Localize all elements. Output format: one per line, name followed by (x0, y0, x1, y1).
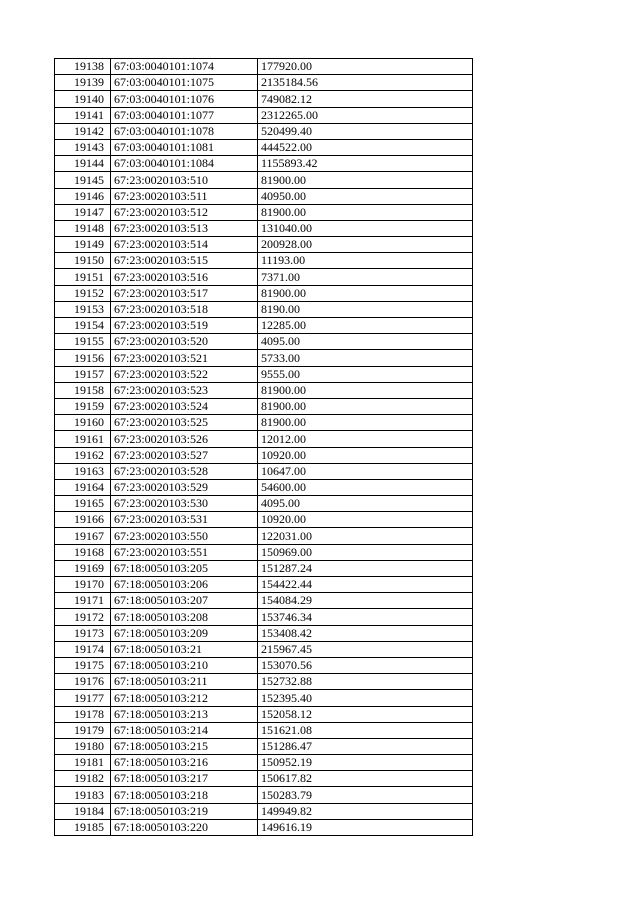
cadastral-value-cell: 10920.00 (258, 512, 473, 528)
cadastral-number-cell: 67:18:0050103:205 (111, 560, 258, 576)
cadastral-number-cell: 67:23:0020103:514 (111, 237, 258, 253)
table-row (55, 447, 473, 463)
table-row (55, 593, 473, 609)
cadastral-value-cell: 153408.42 (258, 625, 473, 641)
cadastral-value-cell: 215967.45 (258, 641, 473, 657)
row-number-cell: 19158 (55, 382, 111, 398)
cadastral-value-cell: 131040.00 (258, 220, 473, 236)
cadastral-value-cell: 7371.00 (258, 269, 473, 285)
table-row (55, 301, 473, 317)
row-number-cell: 19152 (55, 285, 111, 301)
cadastral-number-cell: 67:03:0040101:1081 (111, 139, 258, 155)
row-number-cell: 19151 (55, 269, 111, 285)
row-number-cell: 19182 (55, 771, 111, 787)
table-row (55, 496, 473, 512)
table-row (55, 269, 473, 285)
cadastral-value-cell: 10647.00 (258, 463, 473, 479)
table-row (55, 690, 473, 706)
table-row (55, 722, 473, 738)
cadastral-number-cell: 67:23:0020103:550 (111, 528, 258, 544)
row-number-cell: 19185 (55, 819, 111, 835)
cadastral-value-cell: 151287.24 (258, 560, 473, 576)
row-number-cell: 19164 (55, 479, 111, 495)
table-row (55, 350, 473, 366)
cadastral-value-cell: 1155893.42 (258, 156, 473, 172)
cadastral-number-cell: 67:18:0050103:206 (111, 577, 258, 593)
table-row (55, 674, 473, 690)
cadastral-number-cell: 67:18:0050103:218 (111, 787, 258, 803)
row-number-cell: 19149 (55, 237, 111, 253)
row-number-cell: 19156 (55, 350, 111, 366)
cadastral-value-cell: 154422.44 (258, 577, 473, 593)
table-row (55, 544, 473, 560)
row-number-cell: 19150 (55, 253, 111, 269)
table-row (55, 156, 473, 172)
row-number-cell: 19139 (55, 75, 111, 91)
table-row (55, 431, 473, 447)
cadastral-value-cell: 10920.00 (258, 447, 473, 463)
cadastral-value-cell: 81900.00 (258, 382, 473, 398)
cadastral-value-cell: 12012.00 (258, 431, 473, 447)
cadastral-number-cell: 67:23:0020103:528 (111, 463, 258, 479)
cadastral-value-cell: 2312265.00 (258, 107, 473, 123)
cadastral-value-cell: 122031.00 (258, 528, 473, 544)
cadastral-value-cell: 150969.00 (258, 544, 473, 560)
table-row (55, 172, 473, 188)
cadastral-value-cell: 149616.19 (258, 819, 473, 835)
row-number-cell: 19178 (55, 706, 111, 722)
cadastral-number-cell: 67:23:0020103:517 (111, 285, 258, 301)
table-row (55, 188, 473, 204)
cadastral-number-cell: 67:23:0020103:529 (111, 479, 258, 495)
table-row (55, 463, 473, 479)
row-number-cell: 19145 (55, 172, 111, 188)
cadastral-number-cell: 67:23:0020103:531 (111, 512, 258, 528)
row-number-cell: 19144 (55, 156, 111, 172)
table-row (55, 738, 473, 754)
table-row (55, 139, 473, 155)
cadastral-number-cell: 67:03:0040101:1077 (111, 107, 258, 123)
row-number-cell: 19175 (55, 657, 111, 673)
row-number-cell: 19183 (55, 787, 111, 803)
row-number-cell: 19169 (55, 560, 111, 576)
table-row (55, 334, 473, 350)
cadastral-number-cell: 67:23:0020103:527 (111, 447, 258, 463)
cadastral-value-cell: 81900.00 (258, 172, 473, 188)
cadastral-number-cell: 67:18:0050103:214 (111, 722, 258, 738)
row-number-cell: 19162 (55, 447, 111, 463)
cadastral-number-cell: 67:03:0040101:1084 (111, 156, 258, 172)
table-row (55, 415, 473, 431)
table-row (55, 59, 473, 75)
row-number-cell: 19153 (55, 301, 111, 317)
cadastral-number-cell: 67:23:0020103:515 (111, 253, 258, 269)
cadastral-value-cell: 520499.40 (258, 123, 473, 139)
cadastral-number-cell: 67:18:0050103:212 (111, 690, 258, 706)
table-row (55, 706, 473, 722)
cadastral-number-cell: 67:18:0050103:213 (111, 706, 258, 722)
row-number-cell: 19181 (55, 755, 111, 771)
table-row (55, 787, 473, 803)
table-row (55, 528, 473, 544)
row-number-cell: 19176 (55, 674, 111, 690)
cadastral-value-cell: 54600.00 (258, 479, 473, 495)
cadastral-value-cell: 154084.29 (258, 593, 473, 609)
table-row (55, 107, 473, 123)
table-row (55, 382, 473, 398)
table-row (55, 755, 473, 771)
table-row (55, 609, 473, 625)
cadastral-number-cell: 67:23:0020103:511 (111, 188, 258, 204)
cadastral-value-cell: 152395.40 (258, 690, 473, 706)
cadastral-number-cell: 67:23:0020103:513 (111, 220, 258, 236)
row-number-cell: 19166 (55, 512, 111, 528)
cadastral-value-cell: 200928.00 (258, 237, 473, 253)
cadastral-value-cell: 150283.79 (258, 787, 473, 803)
cadastral-number-cell: 67:23:0020103:522 (111, 366, 258, 382)
table-row (55, 819, 473, 835)
table-row (55, 512, 473, 528)
row-number-cell: 19170 (55, 577, 111, 593)
cadastral-number-cell: 67:23:0020103:551 (111, 544, 258, 560)
row-number-cell: 19180 (55, 738, 111, 754)
row-number-cell: 19146 (55, 188, 111, 204)
cadastral-value-cell: 81900.00 (258, 398, 473, 414)
row-number-cell: 19179 (55, 722, 111, 738)
cadastral-number-cell: 67:03:0040101:1076 (111, 91, 258, 107)
row-number-cell: 19161 (55, 431, 111, 447)
row-number-cell: 19157 (55, 366, 111, 382)
cadastral-value-cell: 81900.00 (258, 204, 473, 220)
row-number-cell: 19154 (55, 318, 111, 334)
cadastral-number-cell: 67:18:0050103:219 (111, 803, 258, 819)
cadastral-value-cell: 153070.56 (258, 657, 473, 673)
row-number-cell: 19177 (55, 690, 111, 706)
table-row (55, 625, 473, 641)
cadastral-number-cell: 67:23:0020103:519 (111, 318, 258, 334)
cadastral-value-cell: 444522.00 (258, 139, 473, 155)
table-row (55, 803, 473, 819)
row-number-cell: 19138 (55, 59, 111, 75)
table-row (55, 771, 473, 787)
cadastral-value-cell: 8190.00 (258, 301, 473, 317)
cadastral-value-cell: 11193.00 (258, 253, 473, 269)
cadastral-number-cell: 67:18:0050103:216 (111, 755, 258, 771)
cadastral-value-cell: 150617.82 (258, 771, 473, 787)
table-row (55, 91, 473, 107)
table-row (55, 123, 473, 139)
row-number-cell: 19165 (55, 496, 111, 512)
cadastral-value-cell: 5733.00 (258, 350, 473, 366)
cadastral-number-cell: 67:23:0020103:516 (111, 269, 258, 285)
cadastral-number-cell: 67:03:0040101:1075 (111, 75, 258, 91)
table-row (55, 237, 473, 253)
row-number-cell: 19143 (55, 139, 111, 155)
row-number-cell: 19148 (55, 220, 111, 236)
cadastral-value-table (54, 58, 473, 836)
row-number-cell: 19141 (55, 107, 111, 123)
cadastral-number-cell: 67:03:0040101:1074 (111, 59, 258, 75)
cadastral-number-cell: 67:23:0020103:530 (111, 496, 258, 512)
cadastral-number-cell: 67:18:0050103:217 (111, 771, 258, 787)
cadastral-number-cell: 67:23:0020103:510 (111, 172, 258, 188)
row-number-cell: 19174 (55, 641, 111, 657)
cadastral-value-cell: 81900.00 (258, 285, 473, 301)
cadastral-value-cell: 151286.47 (258, 738, 473, 754)
cadastral-value-cell: 149949.82 (258, 803, 473, 819)
cadastral-value-cell: 9555.00 (258, 366, 473, 382)
row-number-cell: 19142 (55, 123, 111, 139)
row-number-cell: 19160 (55, 415, 111, 431)
table-body (55, 59, 473, 836)
row-number-cell: 19159 (55, 398, 111, 414)
row-number-cell: 19167 (55, 528, 111, 544)
cadastral-number-cell: 67:18:0050103:215 (111, 738, 258, 754)
table-row (55, 560, 473, 576)
table-row (55, 204, 473, 220)
cadastral-value-cell: 153746.34 (258, 609, 473, 625)
cadastral-number-cell: 67:23:0020103:524 (111, 398, 258, 414)
cadastral-value-cell: 4095.00 (258, 334, 473, 350)
table-row (55, 285, 473, 301)
table-row (55, 641, 473, 657)
row-number-cell: 19147 (55, 204, 111, 220)
table-row (55, 75, 473, 91)
cadastral-number-cell: 67:18:0050103:211 (111, 674, 258, 690)
cadastral-value-cell: 40950.00 (258, 188, 473, 204)
cadastral-value-cell: 12285.00 (258, 318, 473, 334)
table-row (55, 479, 473, 495)
cadastral-value-cell: 150952.19 (258, 755, 473, 771)
row-number-cell: 19172 (55, 609, 111, 625)
row-number-cell: 19184 (55, 803, 111, 819)
table-row (55, 366, 473, 382)
row-number-cell: 19140 (55, 91, 111, 107)
table-row (55, 657, 473, 673)
cadastral-value-cell: 152058.12 (258, 706, 473, 722)
cadastral-number-cell: 67:18:0050103:220 (111, 819, 258, 835)
table-row (55, 577, 473, 593)
cadastral-number-cell: 67:18:0050103:207 (111, 593, 258, 609)
cadastral-value-cell: 749082.12 (258, 91, 473, 107)
table-row (55, 398, 473, 414)
table-row (55, 318, 473, 334)
row-number-cell: 19155 (55, 334, 111, 350)
cadastral-number-cell: 67:23:0020103:526 (111, 431, 258, 447)
cadastral-number-cell: 67:23:0020103:512 (111, 204, 258, 220)
cadastral-value-cell: 151621.08 (258, 722, 473, 738)
cadastral-number-cell: 67:23:0020103:518 (111, 301, 258, 317)
cadastral-number-cell: 67:23:0020103:525 (111, 415, 258, 431)
cadastral-number-cell: 67:18:0050103:21 (111, 641, 258, 657)
cadastral-value-cell: 2135184.56 (258, 75, 473, 91)
cadastral-number-cell: 67:03:0040101:1078 (111, 123, 258, 139)
cadastral-value-cell: 4095.00 (258, 496, 473, 512)
cadastral-number-cell: 67:23:0020103:523 (111, 382, 258, 398)
cadastral-number-cell: 67:18:0050103:209 (111, 625, 258, 641)
row-number-cell: 19173 (55, 625, 111, 641)
row-number-cell: 19163 (55, 463, 111, 479)
table-row (55, 220, 473, 236)
cadastral-number-cell: 67:18:0050103:208 (111, 609, 258, 625)
cadastral-value-cell: 152732.88 (258, 674, 473, 690)
cadastral-number-cell: 67:23:0020103:520 (111, 334, 258, 350)
cadastral-value-cell: 81900.00 (258, 415, 473, 431)
row-number-cell: 19171 (55, 593, 111, 609)
cadastral-number-cell: 67:23:0020103:521 (111, 350, 258, 366)
cadastral-number-cell: 67:18:0050103:210 (111, 657, 258, 673)
row-number-cell: 19168 (55, 544, 111, 560)
cadastral-value-cell: 177920.00 (258, 59, 473, 75)
table-row (55, 253, 473, 269)
